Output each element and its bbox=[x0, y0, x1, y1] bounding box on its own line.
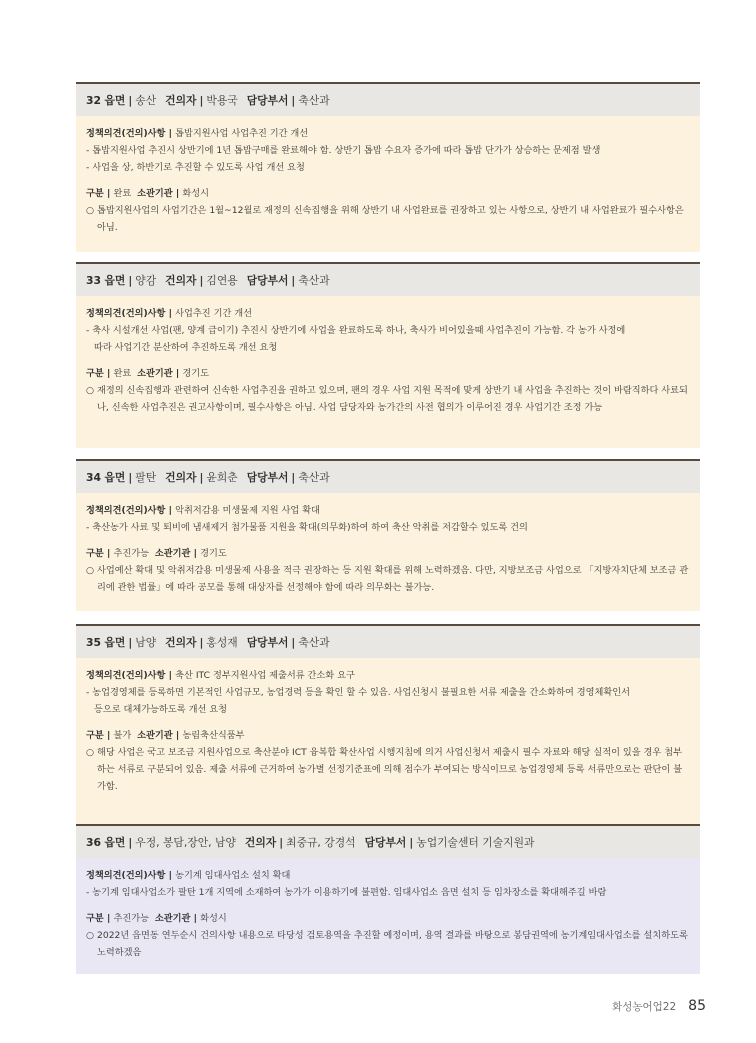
answer-text: 재정의 신속집행과 관련하여 신속한 사업추진을 권하고 있으며, 팬의 경우 사업 지원 목적에 맞게 상반기 내 사업을 추진하는 것이 바람직하다 사료되나, 신속한 사업추진은 권고사항이며, 필수사항은 아님. 사업 담당자와 농가간의 사전 협의가 이루어진 경우 사업기간 조정 가능 bbox=[97, 385, 688, 413]
department-label: 담당부서 bbox=[246, 273, 289, 287]
card-header: 32 읍면 | 송산 건의자 | 박용국 담당부서 | 축산과 bbox=[76, 82, 700, 116]
agency-value: 경기도 bbox=[200, 548, 227, 559]
status-value: 완료 bbox=[113, 188, 132, 199]
department-value: 농업기술센터 기술지원과 bbox=[416, 835, 535, 849]
page-footer bbox=[578, 998, 706, 1014]
answer-text: 사업예산 확대 및 악취저감용 미생물제 사용을 적극 권장하는 등 지원 확대를 위해 노력하겠음. 다만, 지방보조금 사업으로 「지방자치단체 보조금 관리에 관한 법률」에 따라 공모를 통해 대상자를 선정해야 함에 따라 의무화는 불가능. bbox=[97, 565, 689, 593]
department-value: 축산과 bbox=[298, 470, 330, 484]
card-body: 정책의견(건의)사항 | 농기계 임대사업소 설치 확대 - 농기계 임대사업소가 팔탄 1개 지역에 소재하여 농가가 이용하기에 불편함. 임대사업소 읍면 설치 등 임차장소를 확대해주길 바람 구분 | 추진가능 소관기관 | 화성시 ○ 2022년 읍면동 연두순시 건의사항 내용으로 타당성 검토용역을 추진할 예정이며, 용역 결과를 바탕으로 봉담권역에 농기계임대사업소를 설치하도록 노력하겠음 bbox=[76, 858, 700, 974]
item-number: 34 bbox=[86, 470, 102, 484]
publication-name: 화성농어업22 bbox=[612, 1001, 677, 1013]
agency-value: 화성시 bbox=[200, 913, 227, 924]
department-label: 담당부서 bbox=[246, 635, 289, 649]
petition-card-34 bbox=[76, 459, 700, 611]
card-body: 정책의견(건의)사항 | 축산 ITC 정부지원사업 제출서류 간소화 요구 - 농업경영체를 등록하면 기본적인 사업규모, 농업경력 등을 확인 할 수 있음. 사업신청시 불필요한 서류 제출을 간소화하여 경영체확인서 등으로 대체가능하도록 개선 요청 구분 | 불가 소관기관 | 농림축산식품부 ○ 해당 사업은 국고 보조금 지원사업으로 축산분야 ICT 융복합 확산사업 시행지침에 의거 사업신청서 제출시 필수 자료와 해당 실적이 있을 경우 첨부하는 서류로 구분되어 있음. 제출 서류에 근거하여 농가별 선정기준표에 의해 점수가 부여되는 방식이므로 농업경영체 등록 서류만으로는 판단이 불가함. bbox=[76, 658, 700, 828]
policy-label: 정책의견(건의)사항 bbox=[86, 128, 166, 139]
item-number: 36 bbox=[86, 835, 102, 849]
policy-label: 정책의견(건의)사항 bbox=[86, 870, 166, 881]
area-value: 우정, 봉담,장안, 남양 bbox=[135, 835, 236, 849]
policy-value: 악취저감용 미생물제 지원 사업 확대 bbox=[175, 505, 320, 516]
area-value: 송산 bbox=[135, 93, 157, 107]
department-label: 담당부서 bbox=[246, 470, 289, 484]
detail-line: - 축사 시설개선 사업(팬, 양계 급이기) 추진시 상반기에 사업을 완료하도록 하나, 축사가 비어있을때 사업추진이 가능함. 각 농가 사정에 bbox=[86, 325, 626, 336]
answer-text: 톱밥지원사업의 사업기간은 1월~12월로 재정의 신속집행을 위해 상반기 내 사업완료를 권장하고 있는 사항으로, 상반기 내 사업완료가 필수사항은 아님. bbox=[97, 205, 684, 233]
department-value: 축산과 bbox=[298, 635, 330, 649]
status-label: 구분 bbox=[86, 188, 104, 199]
area-label: 읍면 bbox=[104, 273, 126, 287]
answer-bullet: ○ bbox=[86, 565, 95, 576]
detail-line: - 사업을 상, 하반기로 추진할 수 있도록 사업 개선 요청 bbox=[86, 162, 305, 173]
answer-bullet: ○ bbox=[86, 205, 95, 216]
card-body: 정책의견(건의)사항 | 사업추진 기간 개선 - 축사 시설개선 사업(팬, 양계 급이기) 추진시 상반기에 사업을 완료하도록 하나, 축사가 비어있을때 사업추진이 가능함. 각 농가 사정에 따라 사업기간 분산하여 추진하도록 개선 요청 구분 | 완료 소관기관 | 경기도 ○ 재정의 신속집행과 관련하여 신속한 사업추진을 권하고 있으며, 팬의 경우 사업 지원 목적에 맞게 상반기 내 사업을 추진하는 것이 바람직하다 사료되나, 신속한 사업추진은 권고사항이며, 필수사항은 아님. 사업 담당자와 농가간의 사전 협의가 이루어진 경우 사업기간 조정 가능 bbox=[76, 296, 700, 448]
detail-line: 따라 사업기간 분산하여 추진하도록 개선 요청 bbox=[94, 342, 278, 353]
petitioner-label: 건의자 bbox=[244, 835, 277, 849]
status-label: 구분 bbox=[86, 913, 104, 924]
policy-label: 정책의견(건의)사항 bbox=[86, 308, 166, 319]
status-label: 구분 bbox=[86, 730, 104, 741]
agency-label: 소관기관 bbox=[137, 368, 173, 379]
card-header: 35 읍면 | 남양 건의자 | 홍성재 담당부서 | 축산과 bbox=[76, 624, 700, 658]
agency-label: 소관기관 bbox=[137, 730, 173, 741]
petitioner-value: 최중규, 강경석 bbox=[286, 835, 356, 849]
status-value: 완료 bbox=[113, 368, 132, 379]
department-label: 담당부서 bbox=[364, 835, 407, 849]
answer-text: 해당 사업은 국고 보조금 지원사업으로 축산분야 ICT 융복합 확산사업 시행지침에 의거 사업신청서 제출시 필수 자료와 해당 실적이 있을 경우 첨부하는 서류로 구분되어 있음. 제출 서류에 근거하여 농가별 선정기준표에 의해 점수가 부여되는 방식이므로 농업경영체 등록 서류만으로는 판단이 불가함. bbox=[97, 747, 683, 792]
detail-line: - 농기계 임대사업소가 팔탄 1개 지역에 소재하여 농가가 이용하기에 불편함. 임대사업소 읍면 설치 등 임차장소를 확대해주길 바람 bbox=[86, 887, 607, 898]
petitioner-label: 건의자 bbox=[165, 273, 197, 287]
department-value: 축산과 bbox=[298, 273, 330, 287]
card-header: 34 읍면 | 팔탄 건의자 | 윤희춘 담당부서 | 축산과 bbox=[76, 459, 700, 493]
item-number: 33 bbox=[86, 273, 102, 287]
status-value: 추진가능 bbox=[113, 548, 150, 559]
page-number: 85 bbox=[688, 998, 706, 1014]
status-label: 구분 bbox=[86, 368, 104, 379]
answer-bullet: ○ bbox=[86, 930, 95, 941]
petition-card-36 bbox=[76, 824, 700, 974]
card-body: 정책의견(건의)사항 | 악취저감용 미생물제 지원 사업 확대 - 축산농가 사료 및 퇴비에 냄새제거 첨가물품 지원을 확대(의무화)하여 하여 축산 악취를 저감할수 있도록 건의 구분 | 추진가능 소관기관 | 경기도 ○ 사업예산 확대 및 악취저감용 미생물제 사용을 적극 권장하는 등 지원 확대를 위해 노력하겠음. 다만, 지방보조금 사업으로 「지방자치단체 보조금 관리에 관한 법률」에 따라 공모를 통해 대상자를 선정해야 함에 따라 의무화는 불가능. bbox=[76, 493, 700, 611]
area-value: 양감 bbox=[135, 273, 157, 287]
petitioner-label: 건의자 bbox=[165, 93, 197, 107]
policy-value: 축산 ITC 정부지원사업 제출서류 간소화 요구 bbox=[175, 670, 355, 681]
agency-value: 경기도 bbox=[182, 368, 210, 379]
status-label: 구분 bbox=[86, 548, 104, 559]
petitioner-value: 김연용 bbox=[206, 273, 238, 287]
department-label: 담당부서 bbox=[246, 93, 289, 107]
policy-value: 농기계 임대사업소 설치 확대 bbox=[175, 870, 291, 881]
detail-line: - 농업경영체를 등록하면 기본적인 사업규모, 농업경력 등을 확인 할 수 있음. 사업신청시 불필요한 서류 제출을 간소화하여 경영체확인서 bbox=[86, 687, 631, 698]
petitioner-value: 윤희춘 bbox=[206, 470, 238, 484]
agency-label: 소관기관 bbox=[154, 913, 191, 924]
petitioner-value: 박용국 bbox=[206, 93, 238, 107]
card-header: 36 읍면 | 우정, 봉담,장안, 남양 건의자 | 최중규, 강경석 담당부서 | 농업기술센터 기술지원과 bbox=[76, 824, 700, 858]
policy-label: 정책의견(건의)사항 bbox=[86, 505, 166, 516]
detail-line: - 톱밥지원사업 추진시 상반기에 1년 톱밥구매를 완료해야 함. 상반기 톱밥 수요자 증가에 따라 톱밥 단가가 상승하는 문제점 발생 bbox=[86, 145, 601, 156]
petitioner-label: 건의자 bbox=[165, 470, 197, 484]
item-number: 32 bbox=[86, 93, 102, 107]
area-label: 읍면 bbox=[104, 835, 126, 849]
policy-value: 사업추진 기간 개선 bbox=[175, 308, 253, 319]
agency-value: 농림축산식품부 bbox=[182, 730, 245, 741]
petition-card-35 bbox=[76, 624, 700, 828]
petitioner-label: 건의자 bbox=[165, 635, 197, 649]
item-number: 35 bbox=[86, 635, 102, 649]
answer-bullet: ○ bbox=[86, 747, 95, 758]
answer-text: 2022년 읍면동 연두순시 건의사항 내용으로 타당성 검토용역을 추진할 예정이며, 용역 결과를 바탕으로 봉담권역에 농기계임대사업소를 설치하도록 노력하겠음 bbox=[97, 930, 688, 958]
status-value: 불가 bbox=[113, 730, 132, 741]
petition-card-33 bbox=[76, 262, 700, 448]
status-value: 추진가능 bbox=[113, 913, 150, 924]
petitioner-value: 홍성재 bbox=[206, 635, 238, 649]
area-label: 읍면 bbox=[104, 93, 126, 107]
petition-card-32 bbox=[76, 82, 700, 252]
answer-bullet: ○ bbox=[86, 385, 95, 396]
card-body: 정책의견(건의)사항 | 톱밥지원사업 사업추진 기간 개선 - 톱밥지원사업 추진시 상반기에 1년 톱밥구매를 완료해야 함. 상반기 톱밥 수요자 증가에 따라 톱밥 단가가 상승하는 문제점 발생 - 사업을 상, 하반기로 추진할 수 있도록 사업 개선 요청 구분 | 완료 소관기관 | 화성시 ○ 톱밥지원사업의 사업기간은 1월~12월로 재정의 신속집행을 위해 상반기 내 사업완료를 권장하고 있는 사항으로, 상반기 내 사업완료가 필수사항은 아님. bbox=[76, 116, 700, 252]
department-value: 축산과 bbox=[298, 93, 330, 107]
agency-label: 소관기관 bbox=[154, 548, 191, 559]
agency-value: 화성시 bbox=[182, 188, 210, 199]
card-header: 33 읍면 | 양감 건의자 | 김연용 담당부서 | 축산과 bbox=[76, 262, 700, 296]
detail-line: 등으로 대체가능하도록 개선 요청 bbox=[94, 704, 228, 715]
detail-line: - 축산농가 사료 및 퇴비에 냄새제거 첨가물품 지원을 확대(의무화)하여 하여 축산 악취를 저감할수 있도록 건의 bbox=[86, 522, 528, 533]
area-value: 남양 bbox=[135, 635, 157, 649]
area-value: 팔탄 bbox=[135, 470, 157, 484]
policy-value: 톱밥지원사업 사업추진 기간 개선 bbox=[175, 128, 309, 139]
area-label: 읍면 bbox=[104, 635, 126, 649]
area-label: 읍면 bbox=[104, 470, 126, 484]
agency-label: 소관기관 bbox=[137, 188, 173, 199]
policy-label: 정책의견(건의)사항 bbox=[86, 670, 166, 681]
